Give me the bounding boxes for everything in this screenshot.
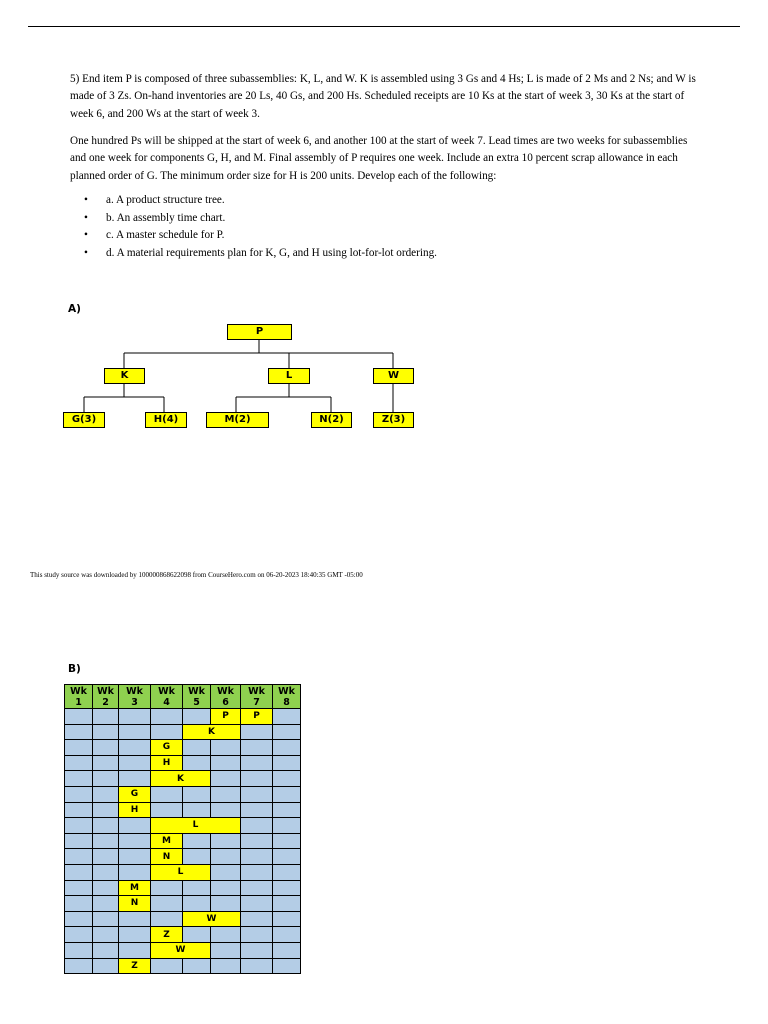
- chart-row: [65, 927, 301, 943]
- empty-cell: [65, 942, 93, 958]
- empty-cell: [211, 958, 241, 974]
- empty-cell: [211, 786, 241, 802]
- chart-row: [65, 818, 301, 834]
- empty-cell: [273, 864, 301, 880]
- time-bar-n: N: [119, 896, 151, 912]
- week-header-6: Wk 6: [211, 685, 241, 709]
- time-bar-n: N: [151, 849, 183, 865]
- empty-cell: [93, 709, 119, 725]
- empty-cell: [211, 833, 241, 849]
- empty-cell: [241, 755, 273, 771]
- empty-cell: [93, 802, 119, 818]
- section-b-label: B): [68, 663, 81, 675]
- chart-row: [65, 896, 301, 912]
- empty-cell: [241, 833, 273, 849]
- empty-cell: [65, 740, 93, 756]
- empty-cell: [273, 896, 301, 912]
- tree-node-p: P: [227, 324, 292, 340]
- empty-cell: [273, 786, 301, 802]
- empty-cell: [65, 709, 93, 725]
- empty-cell: [211, 880, 241, 896]
- empty-cell: [151, 911, 183, 927]
- chart-row: [65, 802, 301, 818]
- empty-cell: [211, 942, 241, 958]
- time-bar-z: Z: [151, 927, 183, 943]
- empty-cell: [151, 802, 183, 818]
- time-bar-l: L: [151, 864, 211, 880]
- empty-cell: [65, 724, 93, 740]
- empty-cell: [65, 880, 93, 896]
- empty-cell: [211, 740, 241, 756]
- empty-cell: [151, 709, 183, 725]
- empty-cell: [151, 786, 183, 802]
- empty-cell: [211, 802, 241, 818]
- empty-cell: [93, 740, 119, 756]
- empty-cell: [273, 755, 301, 771]
- empty-cell: [65, 755, 93, 771]
- empty-cell: [241, 849, 273, 865]
- tree-node-z: Z(3): [373, 412, 414, 428]
- empty-cell: [273, 709, 301, 725]
- empty-cell: [183, 802, 211, 818]
- empty-cell: [119, 740, 151, 756]
- empty-cell: [93, 927, 119, 943]
- empty-cell: [211, 864, 241, 880]
- empty-cell: [183, 849, 211, 865]
- empty-cell: [183, 740, 211, 756]
- problem-paragraph-2: One hundred Ps will be shipped at the start of week 6, and another 100 at the start of week 7. Lead times are two weeks for subassemblies and one week for components G, H, and M. Final assembly of P requires one week. Include an extra 10 percent scrap allowance in each planned order of G. The minimum order size for H is 200 units. Develop each of the following:: [70, 135, 688, 182]
- empty-cell: [241, 911, 273, 927]
- empty-cell: [273, 849, 301, 865]
- time-bar-h: H: [151, 755, 183, 771]
- empty-cell: [65, 958, 93, 974]
- task-item-d: • d. A material requirements plan for K, G, and H using lot-for-lot ordering.: [70, 245, 437, 263]
- empty-cell: [183, 709, 211, 725]
- chart-row: [65, 849, 301, 865]
- week-header-8: Wk 8: [273, 685, 301, 709]
- empty-cell: [93, 911, 119, 927]
- empty-cell: [119, 911, 151, 927]
- empty-cell: [183, 786, 211, 802]
- empty-cell: [211, 771, 241, 787]
- empty-cell: [119, 771, 151, 787]
- empty-cell: [273, 740, 301, 756]
- time-bar-h: H: [119, 802, 151, 818]
- empty-cell: [241, 771, 273, 787]
- empty-cell: [93, 771, 119, 787]
- empty-cell: [151, 724, 183, 740]
- empty-cell: [65, 802, 93, 818]
- time-bar-p: P: [241, 709, 273, 725]
- empty-cell: [93, 833, 119, 849]
- chart-row: [65, 740, 301, 756]
- tree-node-g: G(3): [63, 412, 105, 428]
- tree-node-l: L: [268, 368, 310, 384]
- empty-cell: [93, 818, 119, 834]
- problem-paragraph-1: 5) End item P is composed of three subassemblies: K, L, and W. K is assembled using 3 Gs and 4 Hs; L is made of 2 Ms and 2 Ns; and W is made of 3 Zs. On-hand inventories are 20 Ls, 40 Gs, and 200 Hs. Scheduled receipts are 10 Ks at the start of week 3, 30 Ks at the start of week 6, and 200 Ws at the start of week 3.: [70, 73, 696, 120]
- empty-cell: [273, 724, 301, 740]
- tree-node-k: K: [104, 368, 145, 384]
- week-header-4: Wk 4: [151, 685, 183, 709]
- empty-cell: [65, 818, 93, 834]
- assembly-time-chart: [64, 684, 301, 974]
- chart-row: [65, 864, 301, 880]
- tree-node-m: M(2): [206, 412, 269, 428]
- empty-cell: [273, 958, 301, 974]
- chart-row: [65, 755, 301, 771]
- empty-cell: [93, 864, 119, 880]
- empty-cell: [119, 927, 151, 943]
- empty-cell: [241, 864, 273, 880]
- empty-cell: [151, 880, 183, 896]
- empty-cell: [183, 927, 211, 943]
- empty-cell: [65, 849, 93, 865]
- empty-cell: [211, 849, 241, 865]
- time-bar-z: Z: [119, 958, 151, 974]
- time-bar-k: K: [183, 724, 241, 740]
- empty-cell: [273, 880, 301, 896]
- chart-body: [65, 709, 301, 974]
- chart-row: [65, 786, 301, 802]
- empty-cell: [183, 833, 211, 849]
- chart-row: [65, 880, 301, 896]
- empty-cell: [241, 927, 273, 943]
- empty-cell: [273, 927, 301, 943]
- week-header-7: Wk 7: [241, 685, 273, 709]
- empty-cell: [183, 880, 211, 896]
- chart-row: [65, 911, 301, 927]
- task-item-b: • b. An assembly time chart.: [70, 210, 437, 228]
- time-bar-m: M: [119, 880, 151, 896]
- chart-row: [65, 942, 301, 958]
- empty-cell: [273, 911, 301, 927]
- empty-cell: [119, 864, 151, 880]
- empty-cell: [241, 818, 273, 834]
- empty-cell: [119, 724, 151, 740]
- empty-cell: [65, 786, 93, 802]
- time-bar-w: W: [151, 942, 211, 958]
- empty-cell: [241, 724, 273, 740]
- empty-cell: [119, 818, 151, 834]
- chart-row: [65, 724, 301, 740]
- empty-cell: [183, 896, 211, 912]
- empty-cell: [93, 724, 119, 740]
- tree-node-h: H(4): [145, 412, 187, 428]
- empty-cell: [273, 802, 301, 818]
- empty-cell: [65, 833, 93, 849]
- empty-cell: [273, 771, 301, 787]
- chart-row: [65, 771, 301, 787]
- tree-node-n: N(2): [311, 412, 352, 428]
- empty-cell: [93, 755, 119, 771]
- empty-cell: [93, 849, 119, 865]
- week-header-2: Wk 2: [93, 685, 119, 709]
- empty-cell: [93, 786, 119, 802]
- empty-cell: [65, 927, 93, 943]
- empty-cell: [119, 755, 151, 771]
- empty-cell: [241, 896, 273, 912]
- empty-cell: [241, 942, 273, 958]
- empty-cell: [65, 864, 93, 880]
- empty-cell: [241, 958, 273, 974]
- empty-cell: [211, 927, 241, 943]
- time-bar-p: P: [211, 709, 241, 725]
- empty-cell: [93, 942, 119, 958]
- empty-cell: [65, 911, 93, 927]
- empty-cell: [211, 755, 241, 771]
- time-bar-l: L: [151, 818, 241, 834]
- week-header-1: Wk 1: [65, 685, 93, 709]
- empty-cell: [241, 786, 273, 802]
- section-a-label: A): [68, 303, 81, 315]
- empty-cell: [119, 942, 151, 958]
- empty-cell: [93, 958, 119, 974]
- empty-cell: [273, 942, 301, 958]
- empty-cell: [93, 896, 119, 912]
- empty-cell: [65, 896, 93, 912]
- empty-cell: [273, 833, 301, 849]
- empty-cell: [183, 958, 211, 974]
- empty-cell: [211, 896, 241, 912]
- time-bar-g: G: [119, 786, 151, 802]
- time-bar-w: W: [183, 911, 241, 927]
- download-footer: This study source was downloaded by 100000868622098 from CourseHero.com on 06-20-2023 18:40:35 GMT -05:00: [30, 571, 363, 579]
- empty-cell: [183, 755, 211, 771]
- chart-row: [65, 958, 301, 974]
- empty-cell: [151, 958, 183, 974]
- week-header-row: [65, 685, 301, 709]
- chart-row: [65, 709, 301, 725]
- empty-cell: [119, 849, 151, 865]
- time-bar-k: K: [151, 771, 211, 787]
- task-item-c: • c. A master schedule for P.: [70, 227, 437, 245]
- tree-node-w: W: [373, 368, 414, 384]
- time-bar-m: M: [151, 833, 183, 849]
- empty-cell: [241, 802, 273, 818]
- empty-cell: [119, 833, 151, 849]
- time-bar-g: G: [151, 740, 183, 756]
- empty-cell: [151, 896, 183, 912]
- empty-cell: [241, 880, 273, 896]
- week-header-5: Wk 5: [183, 685, 211, 709]
- empty-cell: [241, 740, 273, 756]
- week-header-3: Wk 3: [119, 685, 151, 709]
- chart-row: [65, 833, 301, 849]
- empty-cell: [93, 880, 119, 896]
- task-item-a: • a. A product structure tree.: [70, 192, 437, 210]
- empty-cell: [65, 771, 93, 787]
- empty-cell: [273, 818, 301, 834]
- empty-cell: [119, 709, 151, 725]
